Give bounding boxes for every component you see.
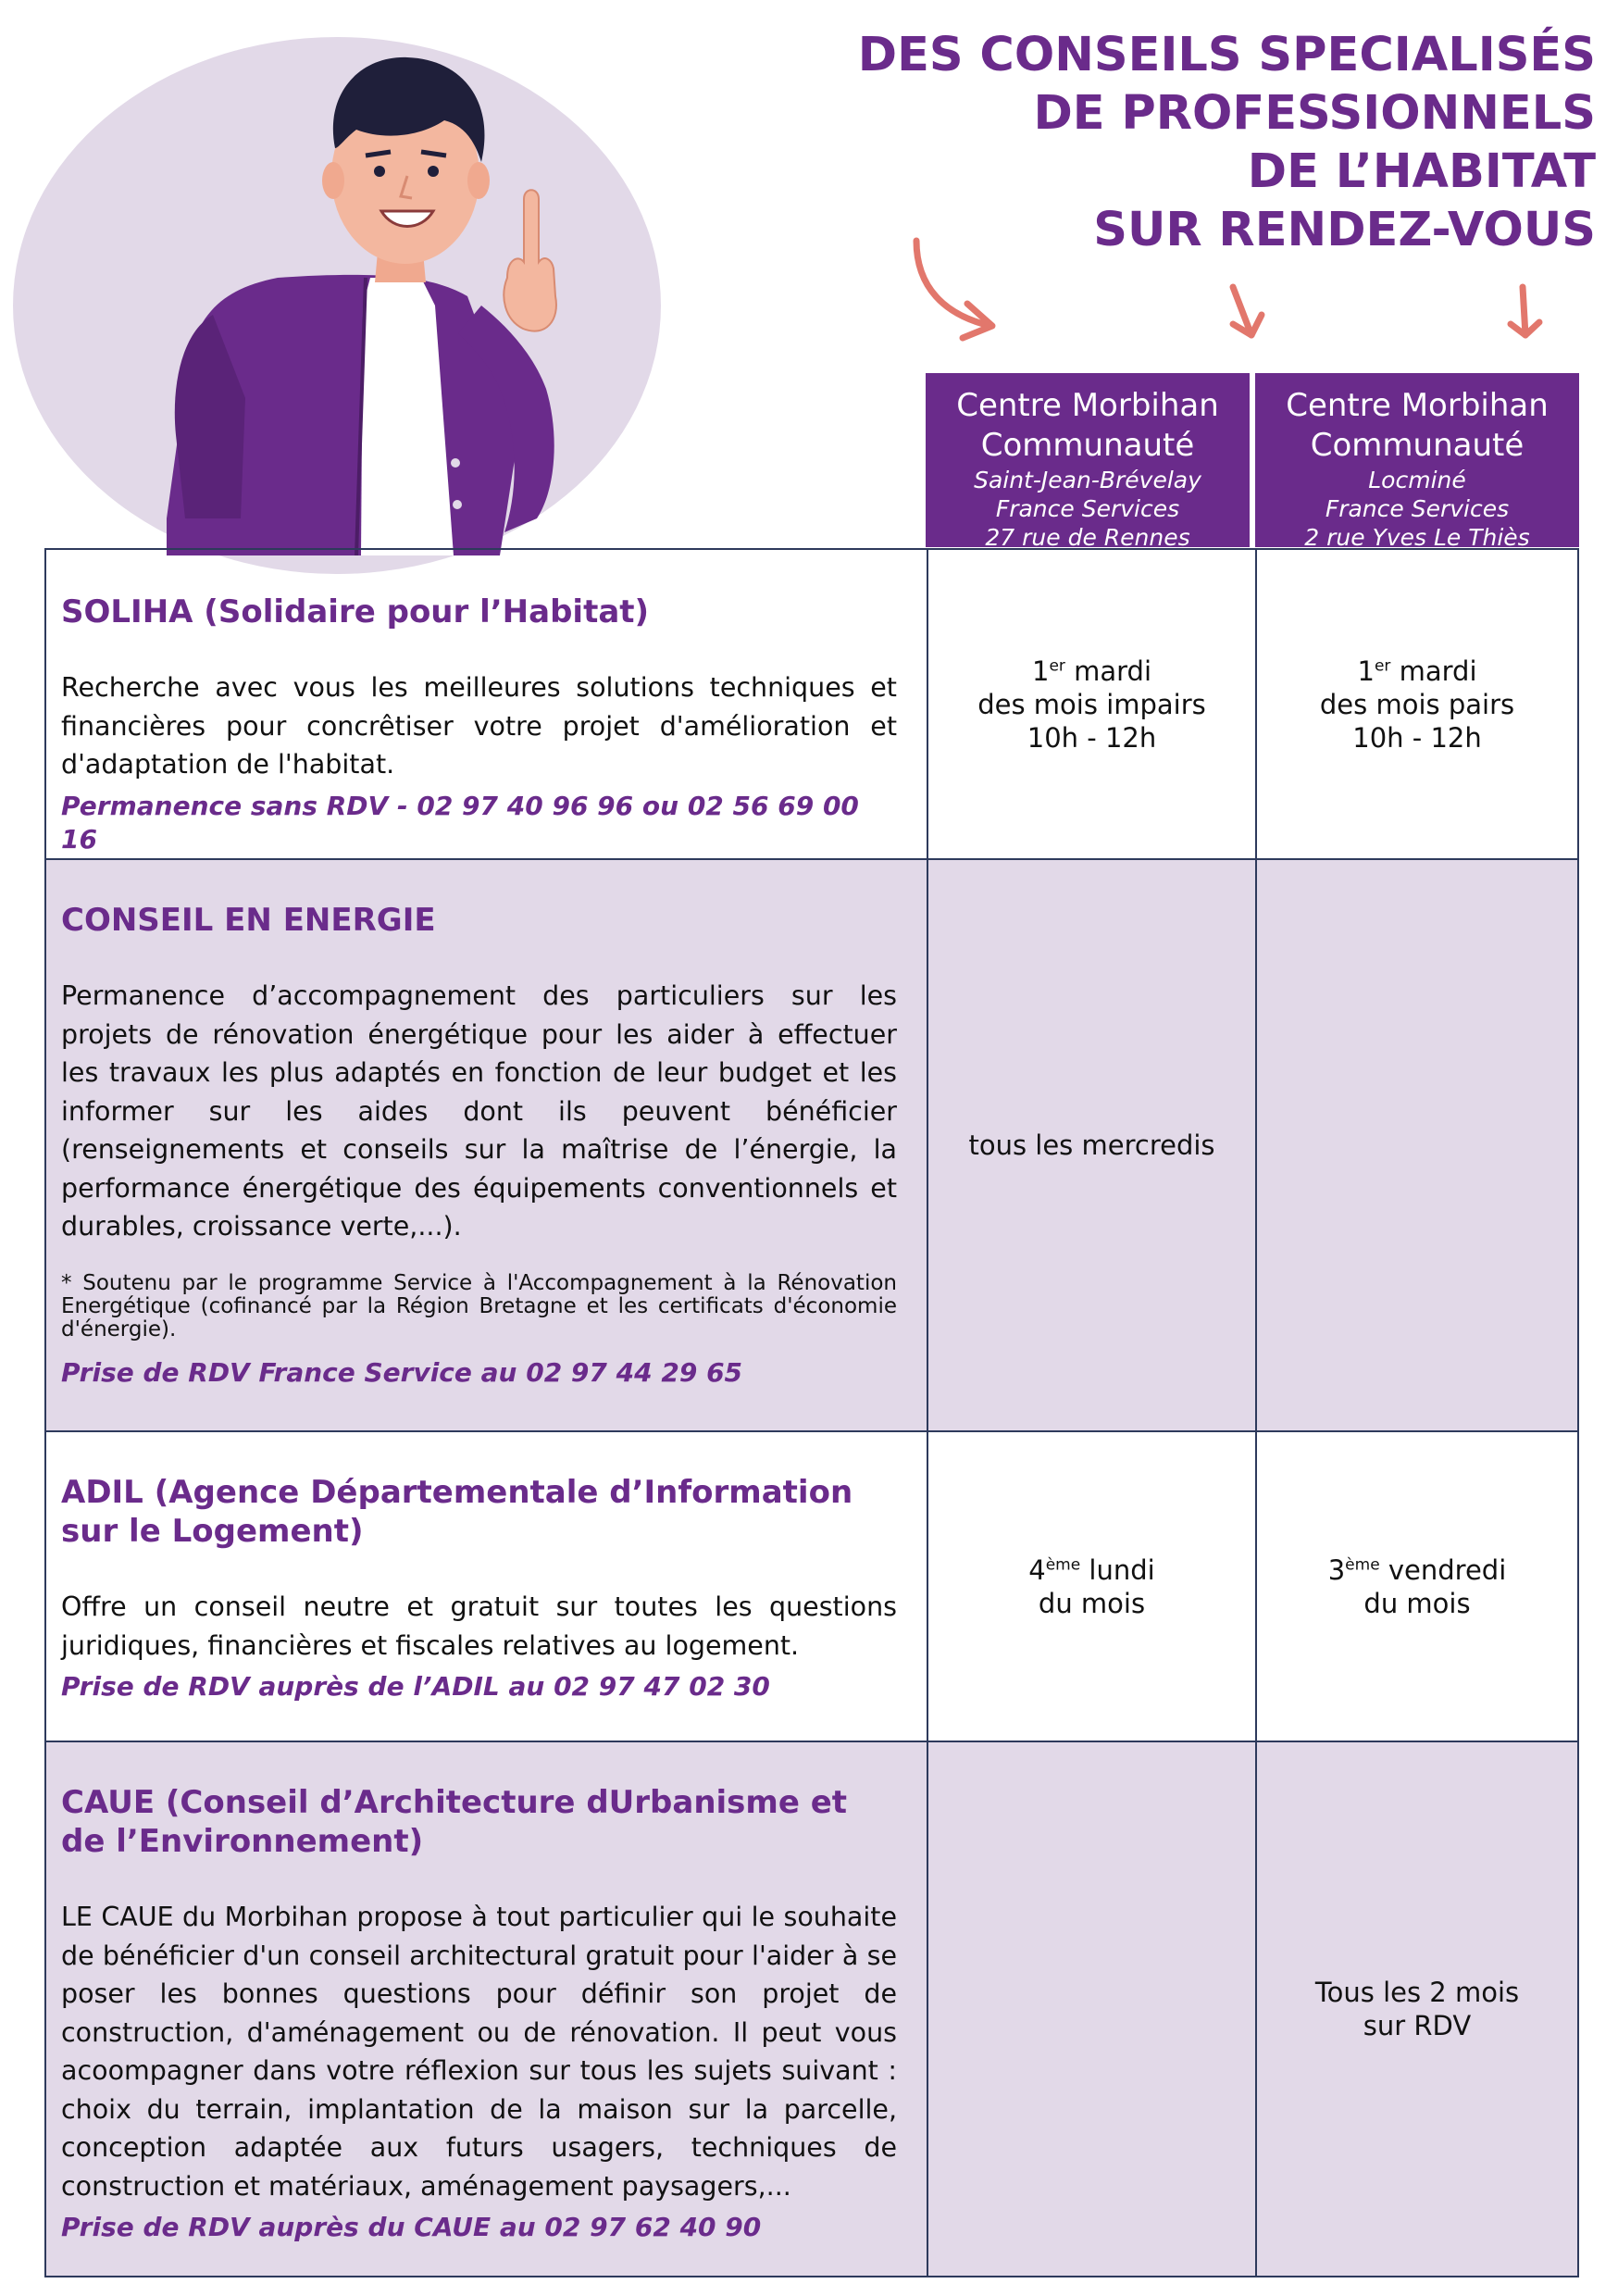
schedule-num: 4: [1028, 1554, 1046, 1586]
schedule-day: vendredi: [1379, 1554, 1507, 1586]
service-description-cell: [45, 859, 927, 1431]
table-row-conseil-energie: [45, 859, 1578, 1431]
schedule-line-2: du mois: [1363, 1587, 1471, 1619]
column-office: France Services: [995, 495, 1180, 522]
schedule-line-2: sur RDV: [1363, 2010, 1472, 2041]
title-line-3: DE L’HABITAT: [1247, 144, 1596, 199]
service-description: Offre un conseil neutre et gratuit sur toutes les questions juridiques, financières et fiscales relatives au logement.: [61, 1591, 897, 1661]
table-row-caue: [45, 1741, 1578, 2277]
service-contact: Prise de RDV auprès de l’ADIL au 02 97 47 02 30: [61, 1671, 770, 1702]
schedule-day: mardi: [1064, 655, 1152, 687]
column-name-line-1: Centre Morbihan: [956, 387, 1219, 424]
schedule-line-2: des mois pairs: [1319, 688, 1515, 720]
column-header-locmine: [1255, 373, 1579, 551]
service-contact: Prise de RDV auprès du CAUE au 02 97 62 40 90: [61, 2212, 762, 2242]
schedule-cell-saint-jean-brevelay: [927, 859, 1256, 1431]
schedule-cell-saint-jean-brevelay: [927, 1431, 1256, 1741]
service-description: LE CAUE du Morbihan propose à tout particulier qui le souhaite de bénéficier d'un conseil architectural gratuit pour l'aider à se poser les bonnes questions pour définir son projet de construction, d'aménagement ou de rénovation. Il peut vous acoompagner dans votre réflexion sur tous les sujets suivant : choix du terrain, implantation de la maison sur la parcelle, conception adaptée aux futurs usagers, techniques de construction et matériaux, aménagement paysagers,...: [61, 1902, 897, 2202]
schedule-cell-locmine: [1256, 1431, 1578, 1741]
schedule-num: 3: [1327, 1554, 1346, 1586]
service-description-cell: [45, 1431, 927, 1741]
column-address: 2 rue Yves Le Thiès: [1304, 524, 1530, 551]
schedule-cell-locmine: [1256, 859, 1578, 1431]
arrow-down-icon-2: [1523, 287, 1525, 335]
table-row-soliha: [45, 549, 1578, 859]
schedule-num: 1: [1357, 655, 1375, 687]
schedule-sup: ème: [1045, 1554, 1081, 1574]
services-table: [44, 548, 1579, 2277]
schedule-num: 1: [1031, 655, 1050, 687]
table-row-adil: [45, 1431, 1578, 1741]
schedule-cell-saint-jean-brevelay: [927, 549, 1256, 859]
man-pointing-finger-up-icon: [0, 0, 666, 555]
service-contact: Permanence sans RDV - 02 97 40 96 96 ou 02 56 69 00 16: [61, 790, 859, 855]
title-line-1: DES CONSEILS SPECIALISÉS: [857, 28, 1596, 82]
service-title: CONSEIL EN ENERGIE: [61, 902, 436, 939]
schedule-line-1: Tous les 2 mois: [1314, 1977, 1520, 2008]
schedule-line-2: des mois impairs: [977, 688, 1206, 720]
service-description-cell: [45, 1741, 927, 2277]
column-town: Saint-Jean-Brévelay: [974, 467, 1201, 493]
service-title: ADIL (Agence Départementale d’Information sur le Logement): [61, 1474, 853, 1550]
service-note: * Soutenu par le programme Service à l'Accompagnement à la Rénovation Energétique (cofinancé par la Région Bretagne et les certificats d'économie d'énergie).: [61, 1270, 897, 1341]
service-description: Permanence d’accompagnement des particuliers sur les projets de rénovation énergétique pour les aider à effectuer les travaux les plus adaptés en fonction de leur budget et les informer sur les aides dont ils peuvent bénéficier (renseignements et conseils sur la maîtrise de l’énergie, la performance énergétique des équipements conventionnels et durables, croissance verte,...).: [61, 980, 897, 1242]
title-line-2: DE PROFESSIONNELS: [1033, 86, 1596, 141]
schedule-cell-locmine: [1256, 1741, 1578, 2277]
schedule-sup: er: [1374, 655, 1391, 675]
service-description-cell: [45, 549, 927, 859]
column-office: France Services: [1325, 495, 1510, 522]
arrows-decoration: [889, 222, 1555, 361]
service-title: CAUE (Conseil d’Architecture dUrbanisme et de l’Environnement): [61, 1784, 848, 1860]
title-line-4: SUR RENDEZ-VOUS: [1093, 203, 1596, 257]
service-contact: Prise de RDV France Service au 02 97 44 29 65: [61, 1356, 743, 1388]
column-name-line-2: Communauté: [980, 427, 1195, 464]
schedule-text: tous les mercredis: [968, 1129, 1215, 1161]
schedule-cell-locmine: [1256, 549, 1578, 859]
schedule-sup: er: [1049, 655, 1065, 675]
column-name-line-1: Centre Morbihan: [1286, 387, 1549, 424]
column-address: 27 rue de Rennes: [985, 524, 1190, 551]
column-header-saint-jean-brevelay: [926, 373, 1250, 551]
service-description: Recherche avec vous les meilleures solutions techniques et financières pour concrêtiser votre projet d'amélioration et d'adaptation de l'habitat.: [61, 672, 897, 780]
service-title: SOLIHA (Solidaire pour l’Habitat): [61, 593, 650, 630]
schedule-day: mardi: [1390, 655, 1477, 687]
schedule-line-3: 10h - 12h: [1352, 721, 1482, 754]
column-town: Locminé: [1368, 467, 1466, 493]
schedule-day: lundi: [1080, 1554, 1155, 1586]
schedule-sup: ème: [1345, 1554, 1380, 1574]
schedule-line-2: du mois: [1038, 1587, 1146, 1619]
column-name-line-2: Communauté: [1310, 427, 1525, 464]
schedule-line-3: 10h - 12h: [1027, 721, 1157, 754]
schedule-cell-saint-jean-brevelay: [927, 1741, 1256, 2277]
